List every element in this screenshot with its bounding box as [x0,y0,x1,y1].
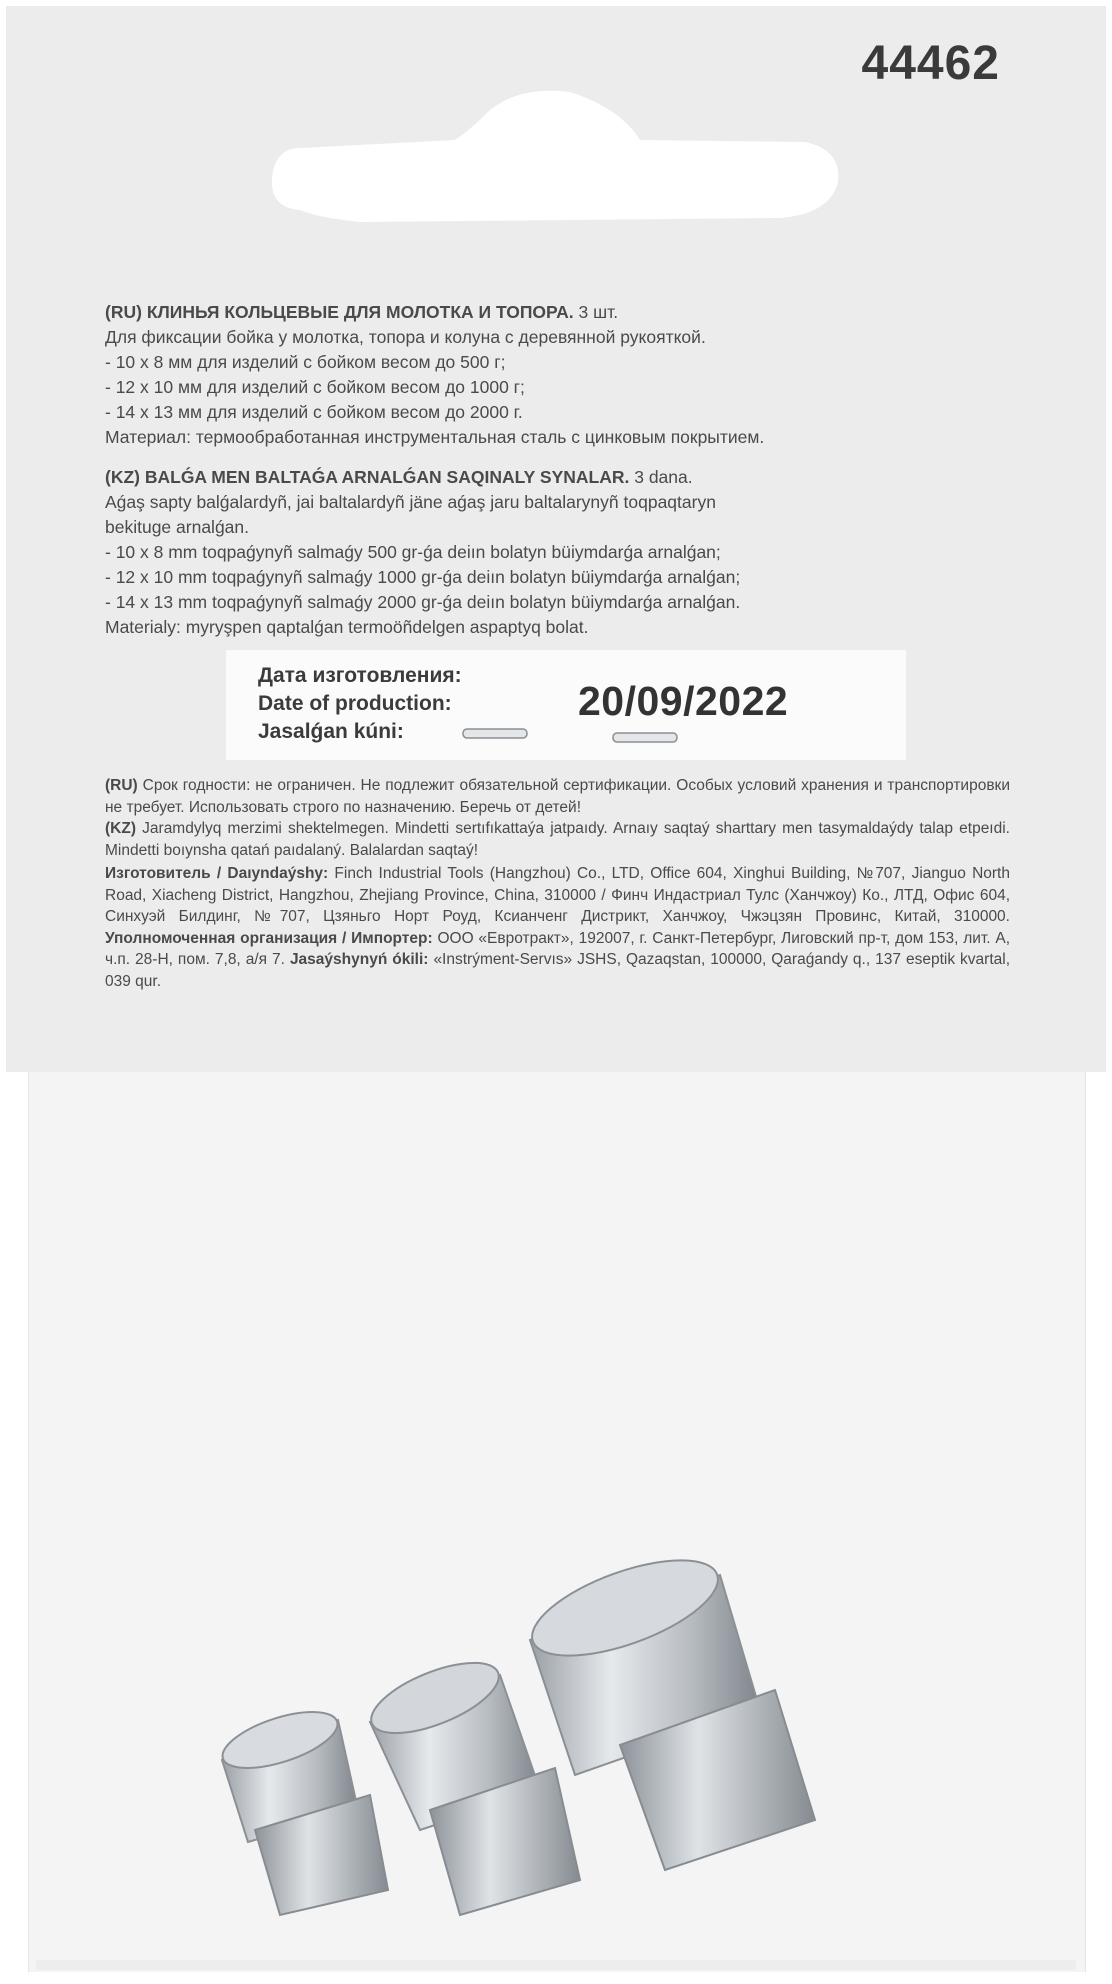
rep-text: «Instrýment-Servıs» JSHS, Qazaqstan, 100000, Qaraǵandy q., 137 eseptik kvartal, 039 qur. [105,951,1011,990]
production-date-box [226,650,906,760]
kz-line: Aǵaş sapty balǵalardyñ, jai baltalardyñ jäne aǵaş jaru baltalarynyñ toqpaqtaryn [105,492,716,512]
maker-text: Finch Industrial Tools (Hangzhou) Co., LTD, Office 604, Xinghui Building, №707, Jianguo North Road, Xiacheng District, Hangzhou, Zhejiang Province, China, 310000 / Финч Индастриал Тулс (Ханчжоу) Ко., ЛТД, Офис 604, Синхуэй Билдинг, №707, Цзяньго Норт Роуд, Ксианченг Дистрикт, Ханчжоу, Чжэцзян Провинс, Китай, 310000. [105,865,1010,925]
importer-label: Уполномоченная организация / Импортер: [105,929,433,947]
ru-line: Для фиксации бойка у молотка, топора и колуна с деревянной рукояткой. [105,327,706,347]
kz-line: - 10 x 8 mm toqpaǵynyñ salmaǵy 500 gr-ǵa deiın bolatyn büiymdarǵa arnalǵan; [105,542,721,562]
legal-kz-text: Jaramdylyq merzimi shektelmegen. Mindetti sertıfıkattaýa jatpaıdy. Arnaıy saqtaý sharttary men tasymaldaýdy talap etpeıdi. Mindetti boıynsha qatań paıdalaný. Balalardan saqtaý! [105,820,1010,859]
ru-line: - 10 x 8 мм для изделий с бойком весом до 500 г; [105,352,506,372]
product-code: 44462 [861,37,1000,90]
ru-line: - 12 x 10 мм для изделий с бойком весом до 1000 г; [105,377,525,397]
date-label-kz: Jasalǵan kúni: [258,720,404,743]
ring-wedge-icon [611,730,681,746]
kz-title: BALǴA MEN BALTAǴA ARNALǴAN SAQINALY SYNALAR. [144,467,630,487]
kz-line: - 14 x 13 mm toqpaǵynyñ salmaǵy 2000 gr-ǵa deiın bolatyn büiymdarǵa arnalǵan. [105,592,741,612]
kz-line: Materialy: myryşpen qaptalǵan termoöñdelgen aspaptyq bolat. [105,617,589,637]
maker-label: Изготовитель / Daıyndaýshy: [105,865,329,882]
ru-line: Материал: термообработанная инструментальная сталь с цинковым покрытием. [105,427,765,447]
rep-label: Jasaýshynyń ókili: [289,951,429,968]
legal-kz-tag: (KZ) [105,820,136,837]
kz-qty: 3 dana. [634,467,693,487]
legal-ru-tag: (RU) [105,777,138,794]
production-date-labels [258,662,462,746]
importer-text: ООО «Евротракт», 192007, г. Санкт-Петербург, Лиговский пр-т, дом 153, лит. А, ч.п. 28-Н, пом. 7,8, а/я 7. [105,929,1011,968]
plastic-bag [28,1072,1086,1972]
kz-description [105,465,1010,640]
date-label-ru: Дата изготовления: [258,664,462,687]
legal-ru-text: Срок годности: не ограничен. Не подлежит обязательной сертификации. Особых условий хранения и транспортировки не требует. Использовать строго по назначению. Беречь от детей! [105,777,1010,816]
ru-description [105,300,1010,450]
kz-line: bekituge arnalǵan. [105,517,249,537]
ru-tag: (RU) [105,302,142,322]
kz-line: - 12 x 10 mm toqpaǵynyñ salmaǵy 1000 gr-ǵa deiın bolatyn büiymdarǵa arnalǵan; [105,567,741,587]
ring-wedge-icon [461,726,531,742]
ru-qty: 3 шт. [578,302,619,322]
bag-seal [36,1960,1076,1970]
date-label-en: Date of production: [258,692,452,715]
kz-tag: (KZ) [105,467,140,487]
production-date: 20/09/2022 [578,678,789,724]
ru-line: - 14 x 13 мм для изделий с бойком весом до 2000 г. [105,402,523,422]
ru-title: КЛИНЬЯ КОЛЬЦЕВЫЕ ДЛЯ МОЛОТКА И ТОПОРА. [146,302,574,322]
legal-info [105,775,1010,992]
